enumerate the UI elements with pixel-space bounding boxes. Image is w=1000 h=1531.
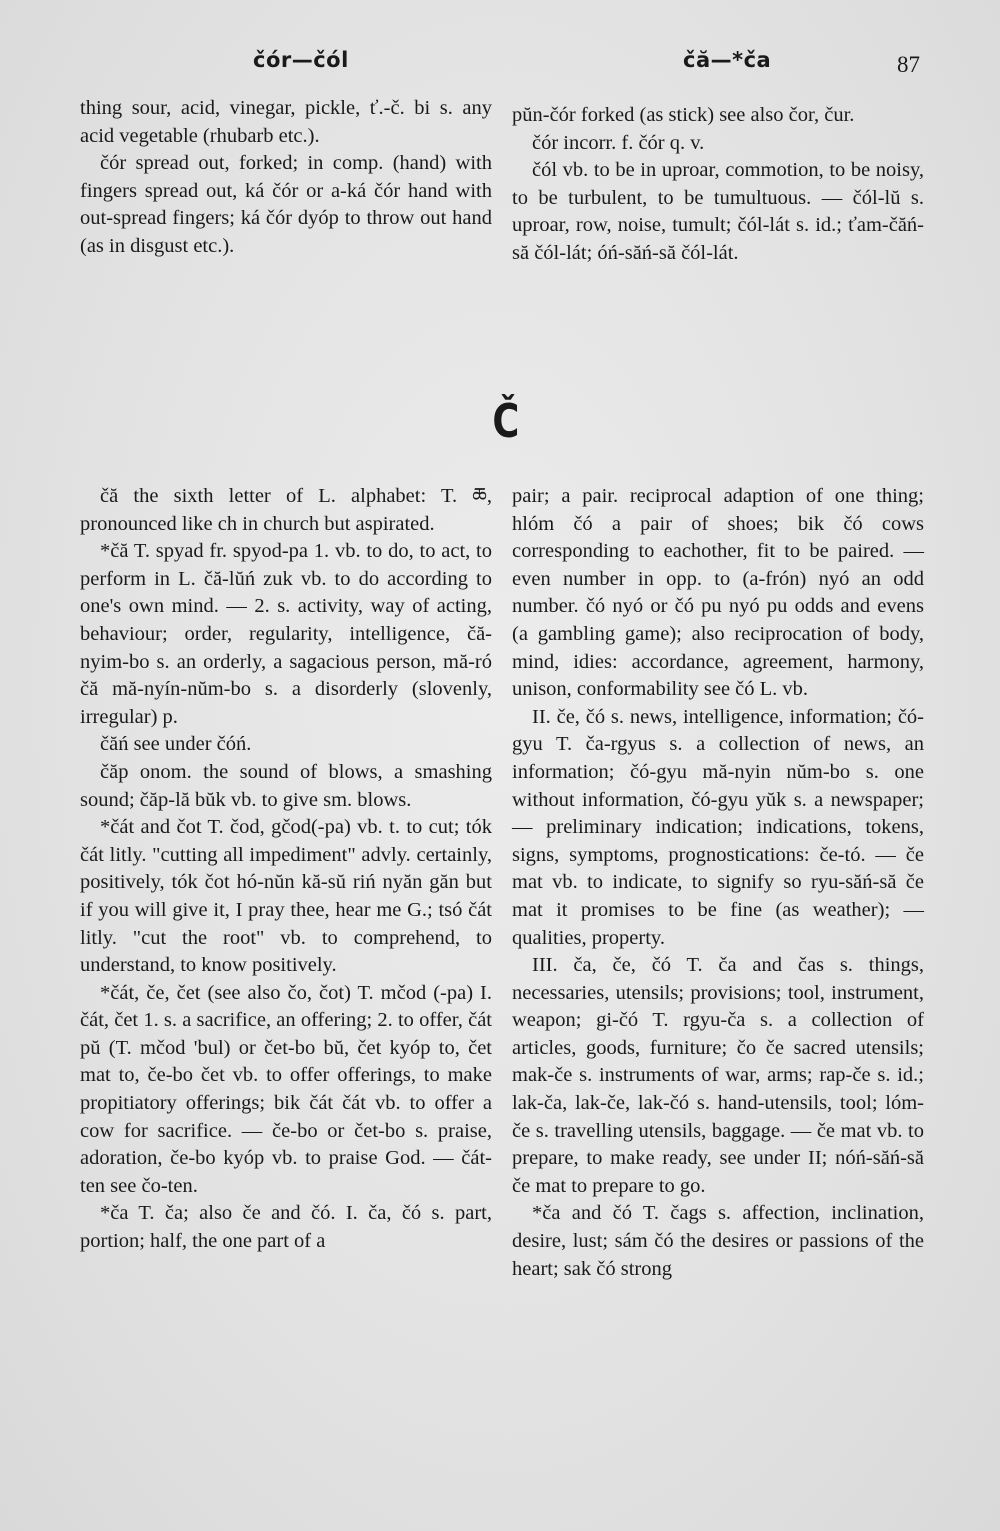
section-letter-heading: Č [492, 394, 520, 448]
entry-cat-cut: *čát and čot T. čod, gčod(-pa) vb. t. to cut; tók čát litly. "cutting all impediment" advly. certainly, positively, tók čot hó-nŭn kă-sŭ riń nyăn găn but if you will give it, I pray thee, hear me G.; tsó čát litly. "cut the root" vb. to comprehend, to understand, to know positively. [80, 816, 492, 977]
right-running-head: čă—*ča [683, 48, 772, 72]
entry-continuation: pŭn-čór forked (as stick) see also čor, čur. [512, 104, 855, 126]
top-left-column [80, 95, 492, 261]
entry-can: čăń see under čóń. [100, 733, 252, 756]
entry-ca-letter: čă the sixth letter of L. alphabet: T. ཆ, pronounced like ch in church but aspirated. [80, 485, 492, 535]
entry-cap: čăp onom. the sound of blows, a smashing sound; čăp-lă bŭk vb. to give sm. blows. [80, 760, 492, 811]
entry-ca-things: III. ča, če, čó T. ča and čas s. things, necessaries, utensils; provisions; tool, instrument, weapon; gi-čó T. rgyu-ča s. a collection of articles, goods, furniture; čo če sacred utensils; mak-če s. instruments of war, arms; rap-če s. id.; lak-ča, lak-če, lak-čó s. hand-utensils, tool; lóm-če s. travelling utensils, baggage. — če mat vb. to prepare, to make ready, see under II; nóń-săń-să če mat to prepare to go. [512, 954, 924, 1197]
bottom-left-column [80, 483, 492, 1256]
page-number: 87 [897, 52, 920, 77]
entry-cat-sacrifice: *čát, če, čet (see also čo, čot) T. mčod (-pa) I. čát, čet 1. s. a sacrifice, an offering; 2. to offer, čát pŭ (T. mčod 'bul) or čet-bo bŭ, čet kyóp to, čet mat to, če-bo čet vb. to offer offerings, to make propitiatory offerings; bik čát čát vb. to offer a cow for sacrifice. — če-bo or čet-bo s. praise, adoration, če-bo kyóp vb. to praise God. — čát-ten see čo-ten. [80, 981, 492, 1197]
entry-cor: čór spread out, forked; in comp. (hand) with fingers spread out, ká čór or a-ká čór hand with out-spread fingers; ká čór dyóp to throw out hand (as in disgust etc.). [80, 152, 492, 257]
bottom-right-column [512, 483, 924, 1283]
entry-col: čól vb. to be in uproar, commotion, to be noisy, to be turbulent, to be tumultuous. — čól-lŭ s. uproar, row, noise, tumult; čól-lát s. id.; ťam-čăń-să čól-lát; óń-săń-să čól-lát. [512, 159, 924, 264]
left-running-head: čór—čól [253, 48, 349, 72]
entry-ca-affection: *ča and čó T. čags s. affection, inclination, desire, lust; sám čó the desires or passions of the heart; sak čó strong [512, 1202, 924, 1280]
top-right-column [512, 102, 924, 268]
entry-ce-news: II. če, čó s. news, intelligence, information; čó-gyu T. ča-rgyus s. a collection of news, an information; čó-gyu mă-nyin nŭm-bo s. one without information, čó-gyu yŭk s. a newspaper; — preliminary indication; indications, tokens, signs, symptoms, prognostications: če-tó. — če mat vb. to indicate, to signify so ryu-săń-să če mat it promises to be fine (as weather); — qualities, property. [512, 705, 924, 949]
entry-continuation: pair; a pair. reciprocal adaption of one thing; hlóm čó a pair of shoes; bik čó cows corresponding to eachother, fit to be paired. — even number in opp. to (a-frón) nyó an odd number. čó nyó or čó pu nyó pu odds and evens (a gambling game); also reciprocation of body, mind, idies: accordance, agreement, harmony, unison, conformability see čó L. vb. [512, 485, 924, 701]
entry-continuation: thing sour, acid, vinegar, pickle, ť.-č. bi s. any acid vegetable (rhubarb etc.). [80, 97, 492, 147]
entry-ca-part: *ča T. ča; also če and čó. I. ča, čó s. part, portion; half, the one part of a [80, 1202, 492, 1253]
entry-cor-incorr: čór incorr. f. čór q. v. [532, 131, 705, 154]
entry-ca-do: *čă T. spyad fr. spyod-pa 1. vb. to do, to act, to perform in L. čă-lŭń zuk vb. to do according to one's own mind. — 2. s. activity, way of acting, behaviour; order, regularity, intelligence, čă-nyim-bo s. an orderly, a sagacious person, mă-ró čă mă-nyín-nŭm-bo s. a disorderly (slovenly, irregular) p. [80, 540, 492, 728]
